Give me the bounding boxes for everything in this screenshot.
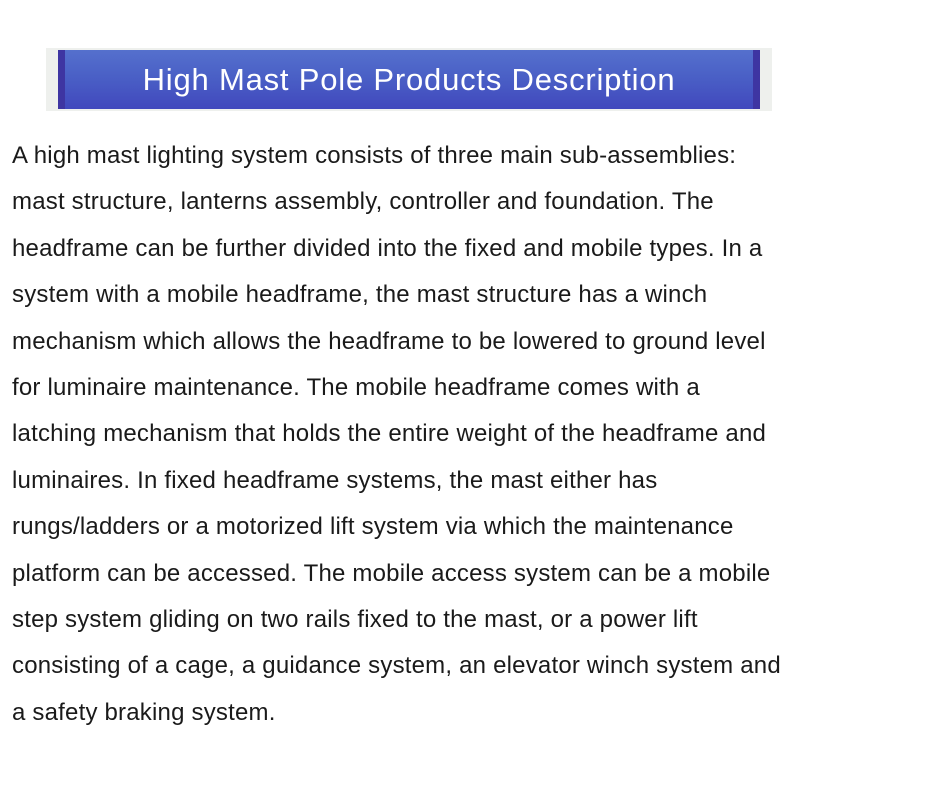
text-line: A high mast lighting system consists of three main sub-assemblies: bbox=[12, 142, 737, 169]
text-line: a safety braking system. bbox=[12, 698, 276, 726]
title-banner bbox=[58, 50, 760, 109]
text-line: system with a mobile headframe, the mast structure has a winch bbox=[12, 281, 708, 309]
text-line: for luminaire maintenance. The mobile headframe comes with a bbox=[12, 374, 700, 402]
text-line: step system gliding on two rails fixed to the mast, or a power lift bbox=[12, 606, 698, 634]
text-line: mechanism which allows the headframe to be lowered to ground level bbox=[12, 327, 766, 355]
description-paragraph bbox=[12, 133, 938, 736]
text-line: headframe can be further divided into the fixed and mobile types. In a bbox=[12, 234, 763, 262]
text-line: luminaires. In fixed headframe systems, the mast either has bbox=[12, 466, 658, 494]
text-line: mast structure, lanterns assembly, controller and foundation. The bbox=[12, 188, 714, 216]
text-line: rungs/ladders or a motorized lift system via which the maintenance bbox=[12, 513, 734, 541]
title-banner-backdrop bbox=[46, 48, 772, 111]
page-title: High Mast Pole Products Description bbox=[142, 61, 676, 97]
text-line: latching mechanism that holds the entire weight of the headframe and bbox=[12, 420, 767, 448]
text-line: consisting of a cage, a guidance system, an elevator winch system and bbox=[12, 652, 781, 680]
text-line: platform can be accessed. The mobile access system can be a mobile bbox=[12, 559, 771, 587]
